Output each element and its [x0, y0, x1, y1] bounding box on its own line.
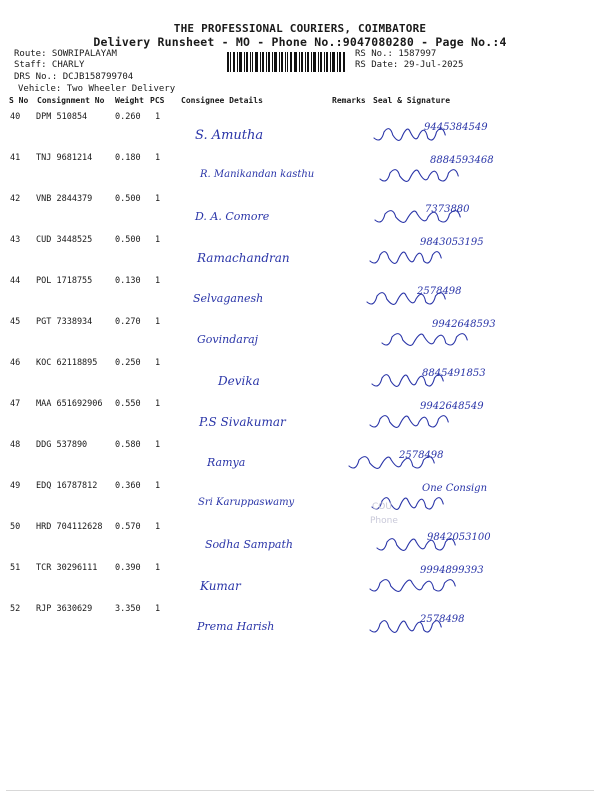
table-row	[0, 110, 600, 151]
vehicle-label: Vehicle: Two Wheeler Delivery	[18, 84, 176, 94]
col-header-sno: S No	[9, 96, 29, 105]
row-weight: 0.550	[115, 399, 141, 409]
consignee-handwriting: P.S Sivakumar	[199, 415, 286, 429]
consignee-handwriting: Kumar	[200, 579, 241, 593]
row-sno: 45	[10, 317, 21, 327]
row-consignment-number: CUD 3448525	[36, 235, 93, 245]
row-pcs: 1	[155, 194, 161, 204]
row-pcs: 1	[155, 481, 161, 491]
table-row	[0, 438, 600, 479]
seal-handwriting: 8884593468	[430, 155, 494, 166]
table-row	[0, 151, 600, 192]
stamp-mark-line2: Phone	[370, 516, 398, 526]
rs-date: RS Date: 29-Jul-2025	[355, 60, 464, 70]
row-weight: 0.270	[115, 317, 141, 327]
consignee-handwriting: Ramya	[207, 456, 246, 469]
table-row	[0, 315, 600, 356]
seal-handwriting: 7373880	[425, 204, 470, 215]
row-weight: 0.580	[115, 440, 141, 450]
row-weight: 0.180	[115, 153, 141, 163]
row-weight: 0.500	[115, 194, 141, 204]
consignee-handwriting: Devika	[218, 374, 260, 388]
seal-handwriting: One Consign	[422, 483, 488, 494]
row-weight: 0.390	[115, 563, 141, 573]
consignee-handwriting: Prema Harish	[197, 620, 275, 633]
row-consignment-number: DPM 510854	[36, 112, 88, 122]
row-consignment-number: TNJ 9681214	[36, 153, 93, 163]
row-pcs: 1	[155, 153, 161, 163]
row-pcs: 1	[155, 112, 161, 122]
row-consignment-number: RJP 3630629	[36, 604, 93, 614]
page-bottom-rule	[6, 790, 594, 791]
seal-handwriting: 8845491853	[422, 368, 486, 379]
row-sno: 40	[10, 112, 21, 122]
row-pcs: 1	[155, 399, 161, 409]
row-weight: 0.500	[115, 235, 141, 245]
row-pcs: 1	[155, 235, 161, 245]
consignee-handwriting: R. Manikandan kasthu	[200, 169, 315, 180]
col-header-remarks: Remarks	[332, 96, 366, 105]
seal-handwriting: 9994899393	[420, 565, 484, 576]
row-sno: 44	[10, 276, 21, 286]
consignee-handwriting: Ramachandran	[197, 251, 290, 265]
row-sno: 47	[10, 399, 21, 409]
company-title: THE PROFESSIONAL COURIERS, COIMBATORE	[173, 22, 427, 35]
row-sno: 49	[10, 481, 21, 491]
table-row	[0, 561, 600, 602]
col-header-weight: Weight	[115, 96, 144, 105]
consignee-handwriting: Sodha Sampath	[205, 538, 293, 551]
barcode-image	[227, 52, 345, 72]
seal-handwriting: 2578498	[399, 450, 444, 461]
row-pcs: 1	[155, 358, 161, 368]
route-label: Route: SOWRIPALAYAM	[14, 49, 117, 59]
table-row	[0, 356, 600, 397]
row-consignment-number: EDQ 16787812	[36, 481, 98, 491]
runsheet-subtitle: Delivery Runsheet - MO - Phone No.:9047080280 - Page No.:4	[93, 35, 507, 49]
consignee-handwriting: S. Amutha	[195, 128, 264, 143]
row-sno: 51	[10, 563, 21, 573]
row-pcs: 1	[155, 604, 161, 614]
seal-handwriting: 2578498	[417, 286, 462, 297]
row-sno: 52	[10, 604, 21, 614]
staff-label: Staff: CHARLY	[14, 60, 85, 70]
row-consignment-number: DDG 537890	[36, 440, 88, 450]
consignee-handwriting: Govindaraj	[197, 333, 259, 346]
row-sno: 43	[10, 235, 21, 245]
row-pcs: 1	[155, 563, 161, 573]
drs-number: DRS No.: DCJB158799704	[14, 72, 134, 82]
row-consignment-number: VNB 2844379	[36, 194, 93, 204]
consignee-handwriting: Sri Karuppaswamy	[198, 497, 295, 508]
row-sno: 41	[10, 153, 21, 163]
table-row	[0, 479, 600, 520]
row-weight: 0.570	[115, 522, 141, 532]
table-row	[0, 397, 600, 438]
row-pcs: 1	[155, 522, 161, 532]
seal-handwriting: 9445384549	[424, 122, 488, 133]
row-consignment-number: TCR 30296111	[36, 563, 98, 573]
col-header-seal: Seal & Signature	[373, 96, 451, 105]
col-header-consignment: Consignment No	[37, 96, 105, 105]
row-consignment-number: MAA 651692906	[36, 399, 103, 409]
table-row	[0, 274, 600, 315]
row-sno: 48	[10, 440, 21, 450]
table-row	[0, 602, 600, 643]
seal-handwriting: 9942648549	[420, 401, 484, 412]
row-consignment-number: KOC 62118895	[36, 358, 98, 368]
row-sno: 46	[10, 358, 21, 368]
table-row	[0, 520, 600, 561]
row-consignment-number: HRD 704112628	[36, 522, 103, 532]
table-row	[0, 192, 600, 233]
col-header-pcs: PCS	[150, 96, 165, 105]
table-row	[0, 233, 600, 274]
row-sno: 50	[10, 522, 21, 532]
col-header-consignee: Consignee Details	[181, 96, 263, 105]
row-pcs: 1	[155, 276, 161, 286]
row-weight: 3.350	[115, 604, 141, 614]
row-sno: 42	[10, 194, 21, 204]
seal-handwriting: 9942648593	[432, 319, 496, 330]
seal-handwriting: 2578498	[420, 614, 465, 625]
row-consignment-number: PGT 7338934	[36, 317, 93, 327]
stamp-mark-line1: COU	[372, 502, 392, 512]
consignee-handwriting: D. A. Comore	[195, 210, 270, 223]
row-pcs: 1	[155, 440, 161, 450]
row-pcs: 1	[155, 317, 161, 327]
rs-number: RS No.: 1587997	[355, 49, 437, 59]
row-consignment-number: POL 1718755	[36, 276, 93, 286]
consignee-handwriting: Selvaganesh	[193, 292, 264, 305]
seal-handwriting: 9843053195	[420, 237, 484, 248]
row-weight: 0.260	[115, 112, 141, 122]
row-weight: 0.130	[115, 276, 141, 286]
row-weight: 0.250	[115, 358, 141, 368]
row-weight: 0.360	[115, 481, 141, 491]
seal-handwriting: 9842053100	[427, 532, 491, 543]
